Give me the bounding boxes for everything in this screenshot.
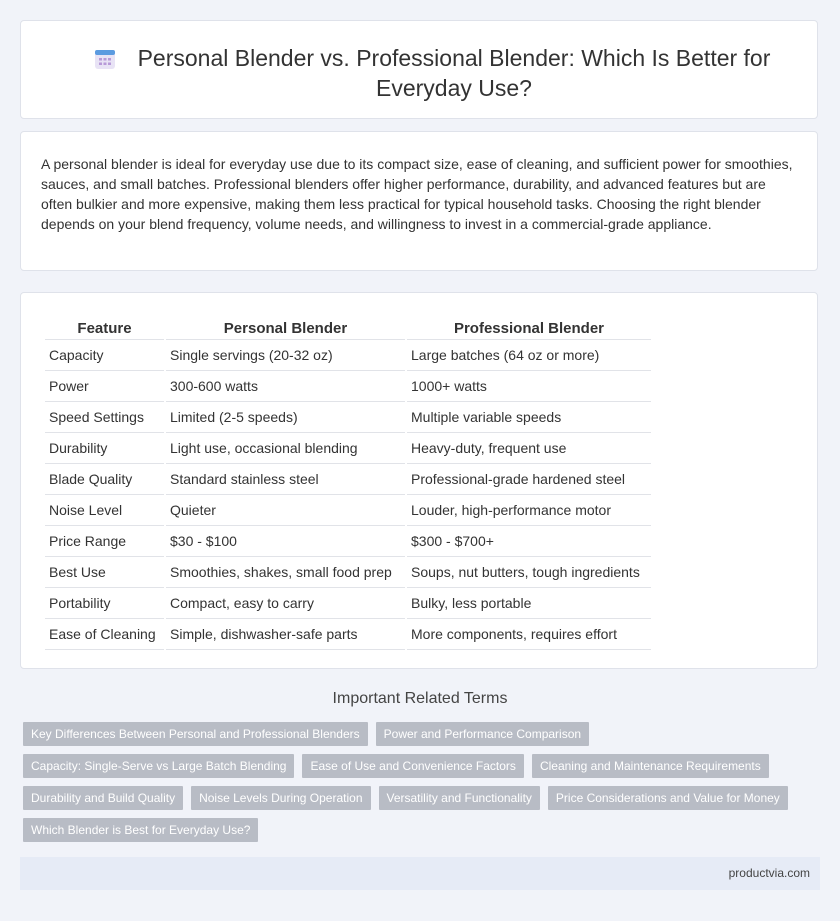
related-term-tag[interactable]: Capacity: Single-Serve vs Large Batch Blending xyxy=(23,754,294,778)
related-term-tag[interactable]: Cleaning and Maintenance Requirements xyxy=(532,754,769,778)
header-professional: Professional Blender xyxy=(453,319,605,337)
intro-card xyxy=(20,131,818,271)
professional-cell: $300 - $700+ xyxy=(407,525,651,556)
feature-cell: Price Range xyxy=(45,525,164,556)
personal-cell: Single servings (20-32 oz) xyxy=(166,339,405,370)
feature-cell: Speed Settings xyxy=(45,401,164,432)
professional-cell: Large batches (64 oz or more) xyxy=(407,339,651,370)
table-header-row xyxy=(45,315,651,339)
title-card xyxy=(20,20,818,119)
header-feature: Feature xyxy=(77,319,132,337)
feature-cell: Noise Level xyxy=(45,494,164,525)
feature-cell: Durability xyxy=(45,432,164,463)
feature-cell: Blade Quality xyxy=(45,463,164,494)
feature-cell: Capacity xyxy=(45,339,164,370)
comparison-card xyxy=(20,292,818,669)
professional-cell: More components, requires effort xyxy=(407,618,651,650)
personal-cell: Simple, dishwasher-safe parts xyxy=(166,618,405,650)
personal-cell: 300-600 watts xyxy=(166,370,405,401)
professional-cell: 1000+ watts xyxy=(407,370,651,401)
calendar-icon xyxy=(94,48,116,70)
personal-cell: Quieter xyxy=(166,494,405,525)
footer-site-link[interactable]: productvia.com xyxy=(728,866,810,880)
feature-cell: Portability xyxy=(45,587,164,618)
professional-cell: Professional-grade hardened steel xyxy=(407,463,651,494)
feature-cell: Power xyxy=(45,370,164,401)
personal-cell: Smoothies, shakes, small food prep xyxy=(166,556,405,587)
related-term-tag[interactable]: Versatility and Functionality xyxy=(379,786,540,810)
professional-cell: Louder, high-performance motor xyxy=(407,494,651,525)
header-personal: Personal Blender xyxy=(223,319,348,337)
table-row xyxy=(45,494,651,525)
related-term-tag[interactable]: Ease of Use and Convenience Factors xyxy=(302,754,523,778)
table-row xyxy=(45,339,651,370)
page-title: Personal Blender vs. Professional Blender: Which Is Better for Everyday Use? xyxy=(137,45,771,101)
table-row xyxy=(45,432,651,463)
professional-cell: Multiple variable speeds xyxy=(407,401,651,432)
related-term-tag[interactable]: Price Considerations and Value for Money xyxy=(548,786,788,810)
professional-cell: Bulky, less portable xyxy=(407,587,651,618)
table-row xyxy=(45,556,651,587)
related-terms-list xyxy=(23,722,803,842)
related-term-tag[interactable]: Noise Levels During Operation xyxy=(191,786,370,810)
related-term-tag[interactable]: Key Differences Between Personal and Professional Blenders xyxy=(23,722,368,746)
feature-cell: Ease of Cleaning xyxy=(45,618,164,650)
personal-cell: Compact, easy to carry xyxy=(166,587,405,618)
personal-cell: Light use, occasional blending xyxy=(166,432,405,463)
professional-cell: Heavy-duty, frequent use xyxy=(407,432,651,463)
feature-cell: Best Use xyxy=(45,556,164,587)
related-term-tag[interactable]: Which Blender is Best for Everyday Use? xyxy=(23,818,258,842)
personal-cell: Limited (2-5 speeds) xyxy=(166,401,405,432)
intro-paragraph: A personal blender is ideal for everyday use due to its compact size, ease of cleaning, and sufficient power for smoothies, sauces, and small batches. Professional blenders offer higher performance, durability, and advanced features but are often bulkier and more expensive, making them less practical for typical household tasks. Choosing the right blender depends on your blend frequency, volume needs, and willingness to invest in a commercial-grade appliance. xyxy=(41,156,793,232)
table-row xyxy=(45,463,651,494)
related-terms-heading: Important Related Terms xyxy=(332,690,508,707)
comparison-table xyxy=(43,315,653,650)
table-row xyxy=(45,587,651,618)
table-row xyxy=(45,525,651,556)
personal-cell: Standard stainless steel xyxy=(166,463,405,494)
footer xyxy=(20,857,820,890)
table-row xyxy=(45,370,651,401)
related-term-tag[interactable]: Durability and Build Quality xyxy=(23,786,183,810)
table-row xyxy=(45,401,651,432)
related-term-tag[interactable]: Power and Performance Comparison xyxy=(376,722,589,746)
professional-cell: Soups, nut butters, tough ingredients xyxy=(407,556,651,587)
personal-cell: $30 - $100 xyxy=(166,525,405,556)
table-row xyxy=(45,618,651,650)
